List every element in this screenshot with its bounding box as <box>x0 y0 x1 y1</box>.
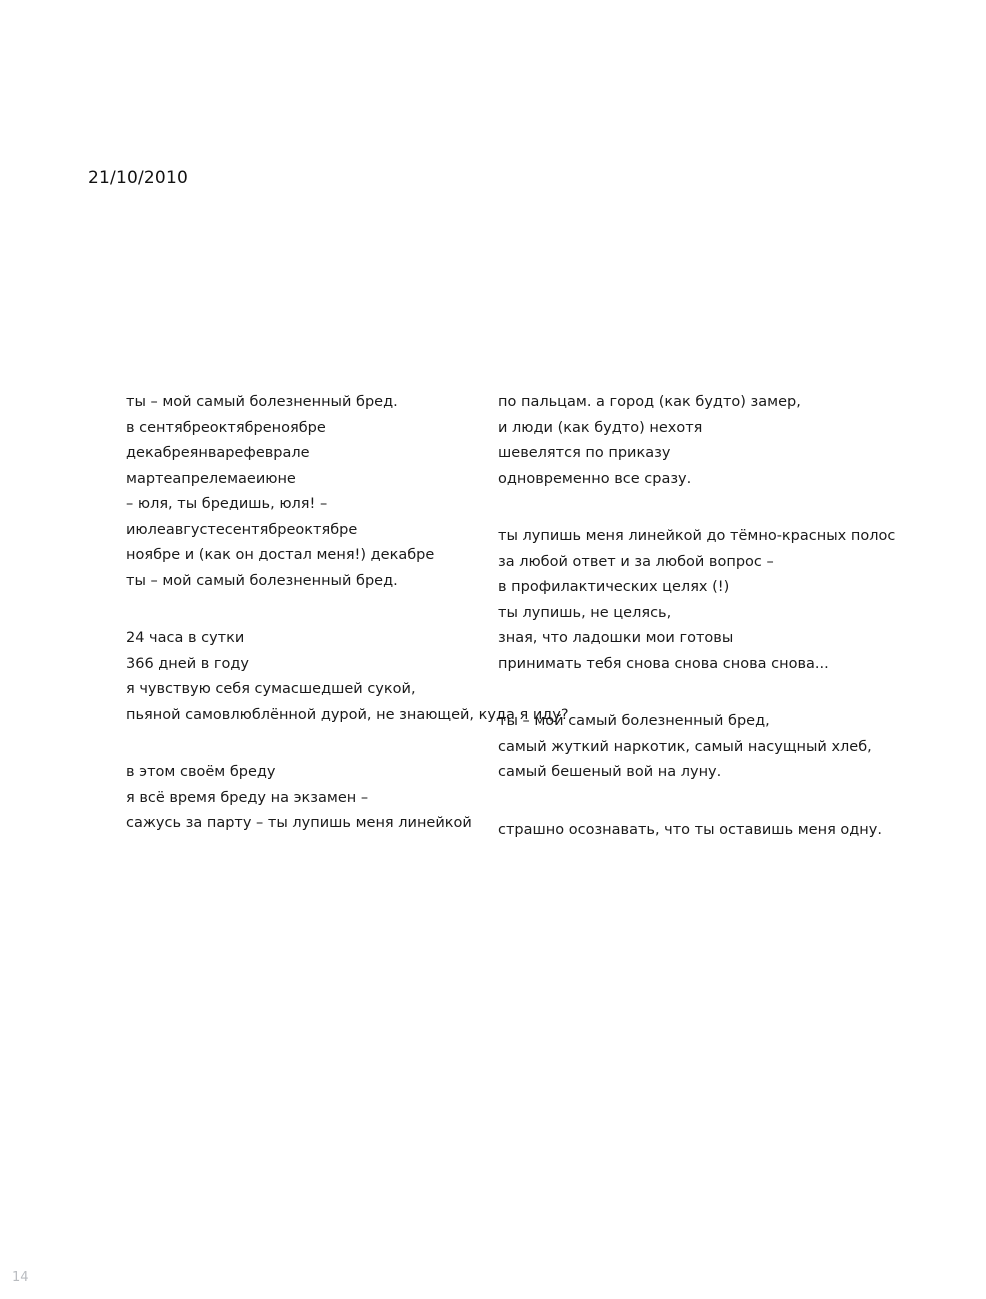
poem-column-left <box>88 390 569 843</box>
stanza <box>498 709 908 786</box>
poem-line: 24 часа в сутки <box>126 630 245 646</box>
poem-line: мартеапрелемаеиюне <box>126 470 296 487</box>
poem-body <box>88 390 908 843</box>
poem-line: в этом своём бреду <box>126 764 276 780</box>
poem-line: по пальцам. а город (как будто) замер, <box>498 394 801 410</box>
poem-date: 21/10/2010 <box>88 168 188 188</box>
poem-line: ты – мой самый болезненный бред, <box>498 713 770 729</box>
poem-line: страшно осознавать, что ты оставишь меня одну. <box>498 821 882 838</box>
stanza <box>498 818 908 844</box>
stanza <box>498 390 908 492</box>
poem-line: в профилактических целях (!) <box>498 579 730 595</box>
poem-line: июлеавгустесентябреоктябре <box>126 521 358 538</box>
stanza <box>126 390 498 594</box>
poem-line: сажусь за парту – ты лупишь меня линейкой <box>126 815 472 831</box>
poem-line: за любой ответ и за любой вопрос – <box>498 553 774 570</box>
poem-line: ты – мой самый болезненный бред. <box>126 394 398 410</box>
stanza <box>126 626 569 728</box>
poem-line: самый жуткий наркотик, самый насущный хлеб, <box>498 738 872 755</box>
stanza <box>126 760 498 837</box>
poem-line: декабреянварефеврале <box>126 445 310 461</box>
poem-line: – юля, ты бредишь, юля! – <box>126 496 328 512</box>
poem-line: я всё время бреду на экзамен – <box>126 789 369 806</box>
poem-line: одновременно все сразу. <box>498 470 692 487</box>
poem-line: и люди (как будто) нехотя <box>498 419 703 436</box>
page-number: 14 <box>12 1270 29 1285</box>
poem-line: ты – мой самый болезненный бред. <box>126 572 398 589</box>
poem-column-right <box>498 390 908 843</box>
poem-line: ты лупишь, не целясь, <box>498 604 672 621</box>
poem-line: ноябре и (как он достал меня!) декабре <box>126 547 435 563</box>
poem-line: ты лупишь меня линейкой до тёмно-красных полос <box>498 528 896 544</box>
poem-line: я чувствую себя сумасшедшей сукой, <box>126 681 416 697</box>
poem-line: пьяной самовлюблённой дурой, не знающей, куда я иду? <box>126 706 569 723</box>
poem-line: принимать тебя снова снова снова снова... <box>498 655 829 672</box>
poem-line: в сентябреоктябреноябре <box>126 419 326 436</box>
poem-line: шевелятся по приказу <box>498 445 671 461</box>
poem-line: 366 дней в году <box>126 655 249 672</box>
poem-line: самый бешеный вой на луну. <box>498 764 722 780</box>
stanza <box>498 524 908 677</box>
poem-line: зная, что ладошки мои готовы <box>498 630 734 646</box>
